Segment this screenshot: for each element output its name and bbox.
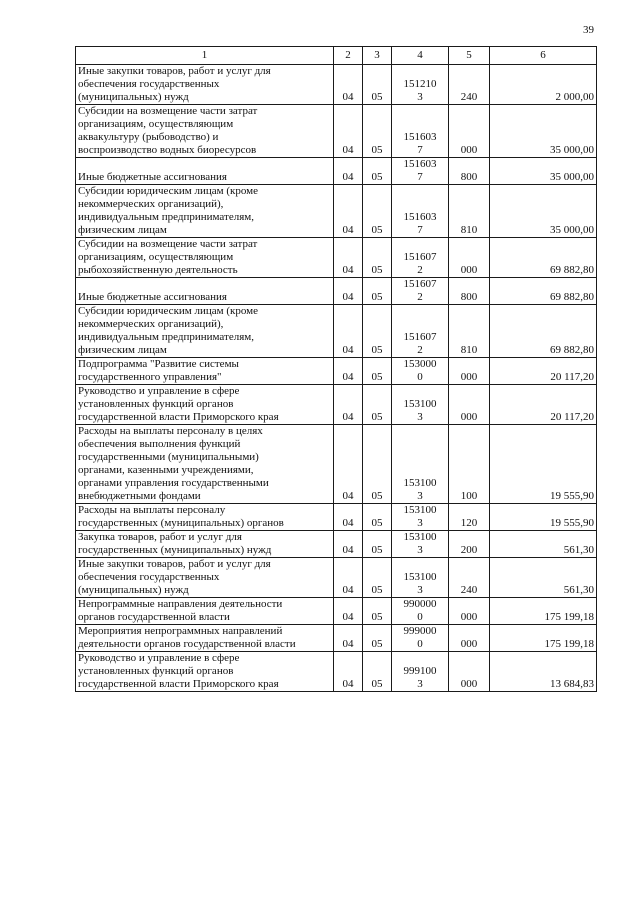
row-target-article xyxy=(392,598,449,625)
table-row xyxy=(76,598,597,625)
row-target-article-part: 151607 xyxy=(403,331,437,343)
row-target-article-part: 7 xyxy=(417,171,423,183)
row-name-line: деятельности органов государственной власти xyxy=(78,638,296,650)
row-target-article-part: 999000 xyxy=(403,625,437,637)
row-name-line: Субсидии юридическим лицам (кроме xyxy=(78,185,259,197)
row-name-line: установленных функций органов xyxy=(78,398,234,410)
row-subsection: 05 xyxy=(363,531,392,558)
row-target-article-part: 0 xyxy=(417,611,423,623)
row-name xyxy=(76,558,334,598)
row-section: 04 xyxy=(334,105,363,158)
row-expense-type: 800 xyxy=(449,278,490,305)
row-name xyxy=(76,105,334,158)
row-target-article-part: 3 xyxy=(417,411,423,423)
row-subsection: 05 xyxy=(363,105,392,158)
row-sum: 35 000,00 xyxy=(490,185,597,238)
budget-table xyxy=(75,46,597,692)
row-target-article xyxy=(392,105,449,158)
row-name xyxy=(76,158,334,185)
row-target-article-part: 153100 xyxy=(403,571,437,583)
row-section: 04 xyxy=(334,531,363,558)
row-sum: 35 000,00 xyxy=(490,105,597,158)
row-target-article xyxy=(392,65,449,105)
row-name xyxy=(76,238,334,278)
row-expense-type: 240 xyxy=(449,65,490,105)
row-target-article-part: 7 xyxy=(417,224,423,236)
row-name-line: Расходы на выплаты персоналу xyxy=(78,504,226,516)
row-target-article-part: 153000 xyxy=(403,358,437,370)
row-section: 04 xyxy=(334,652,363,692)
row-expense-type: 810 xyxy=(449,185,490,238)
table-header-row xyxy=(76,47,597,65)
row-name-line: рыбохозяйственную деятельность xyxy=(78,264,238,276)
header-subsection: 3 xyxy=(363,47,392,65)
row-subsection: 05 xyxy=(363,625,392,652)
row-name-line: государственной власти Приморского края xyxy=(78,678,279,690)
table-row xyxy=(76,65,597,105)
row-name-line: некоммерческих организаций), xyxy=(78,198,224,210)
row-target-article xyxy=(392,425,449,504)
page-number: 39 xyxy=(583,24,594,36)
row-sum: 561,30 xyxy=(490,558,597,598)
row-expense-type: 000 xyxy=(449,238,490,278)
row-section: 04 xyxy=(334,358,363,385)
row-subsection: 05 xyxy=(363,358,392,385)
row-subsection: 05 xyxy=(363,65,392,105)
row-target-article xyxy=(392,652,449,692)
row-name xyxy=(76,278,334,305)
row-section: 04 xyxy=(334,65,363,105)
row-sum: 20 117,20 xyxy=(490,385,597,425)
header-section: 2 xyxy=(334,47,363,65)
row-name-line: (муниципальных) нужд xyxy=(78,91,189,103)
table-row xyxy=(76,158,597,185)
row-name-line: Иные закупки товаров, работ и услуг для xyxy=(78,65,271,77)
row-section: 04 xyxy=(334,305,363,358)
row-section: 04 xyxy=(334,625,363,652)
table-row xyxy=(76,652,597,692)
row-expense-type: 000 xyxy=(449,652,490,692)
row-subsection: 05 xyxy=(363,558,392,598)
row-sum: 19 555,90 xyxy=(490,425,597,504)
row-name xyxy=(76,625,334,652)
row-name-line: Расходы на выплаты персоналу в целях xyxy=(78,425,263,437)
table-row xyxy=(76,385,597,425)
row-name xyxy=(76,305,334,358)
header-name: 1 xyxy=(76,47,334,65)
row-name-line: обеспечения государственных xyxy=(78,571,220,583)
row-target-article xyxy=(392,278,449,305)
row-expense-type: 100 xyxy=(449,425,490,504)
row-sum: 20 117,20 xyxy=(490,358,597,385)
row-expense-type: 000 xyxy=(449,358,490,385)
row-target-article-part: 2 xyxy=(417,264,423,276)
row-target-article-part: 151210 xyxy=(403,78,437,90)
row-target-article xyxy=(392,625,449,652)
table-row xyxy=(76,358,597,385)
row-target-article-part: 3 xyxy=(417,517,423,529)
row-name-line: аквакультуру (рыбоводство) и xyxy=(78,131,219,143)
row-target-article xyxy=(392,185,449,238)
row-name-line: Иные закупки товаров, работ и услуг для xyxy=(78,558,271,570)
row-target-article-part: 151603 xyxy=(403,131,437,143)
row-name-line: индивидуальным предпринимателям, xyxy=(78,211,254,223)
row-subsection: 05 xyxy=(363,598,392,625)
row-subsection: 05 xyxy=(363,305,392,358)
row-target-article xyxy=(392,158,449,185)
row-name-line: государственными (муниципальными) xyxy=(78,451,259,463)
row-name xyxy=(76,598,334,625)
row-subsection: 05 xyxy=(363,504,392,531)
row-target-article-part: 153100 xyxy=(403,504,437,516)
header-target-article: 4 xyxy=(392,47,449,65)
row-name-line: органами, казенными учреждениями, xyxy=(78,464,254,476)
row-target-article xyxy=(392,385,449,425)
row-target-article-part: 151607 xyxy=(403,278,437,290)
row-target-article xyxy=(392,558,449,598)
row-name-line: Иные бюджетные ассигнования xyxy=(78,291,227,303)
row-target-article-part: 0 xyxy=(417,371,423,383)
row-name xyxy=(76,65,334,105)
row-expense-type: 000 xyxy=(449,625,490,652)
row-name-line: физическим лицам xyxy=(78,224,167,236)
row-expense-type: 120 xyxy=(449,504,490,531)
table-row xyxy=(76,305,597,358)
row-name-line: государственных (муниципальных) органов xyxy=(78,517,284,529)
row-section: 04 xyxy=(334,238,363,278)
table-row xyxy=(76,278,597,305)
row-target-article-part: 3 xyxy=(417,490,423,502)
row-name-line: Непрограммные направления деятельности xyxy=(78,598,283,610)
row-name-line: обеспечения государственных xyxy=(78,78,220,90)
table-row xyxy=(76,558,597,598)
row-sum: 2 000,00 xyxy=(490,65,597,105)
row-name-line: Подпрограмма "Развитие системы xyxy=(78,358,239,370)
row-name-line: Субсидии юридическим лицам (кроме xyxy=(78,305,259,317)
row-subsection: 05 xyxy=(363,385,392,425)
row-name-line: Закупка товаров, работ и услуг для xyxy=(78,531,242,543)
row-target-article-part: 151603 xyxy=(403,158,437,170)
row-name-line: установленных функций органов xyxy=(78,665,234,677)
row-name-line: органами управления государственными xyxy=(78,477,269,489)
row-section: 04 xyxy=(334,385,363,425)
row-target-article-part: 153100 xyxy=(403,531,437,543)
row-name xyxy=(76,652,334,692)
row-name xyxy=(76,425,334,504)
row-subsection: 05 xyxy=(363,185,392,238)
table-row xyxy=(76,105,597,158)
row-section: 04 xyxy=(334,425,363,504)
row-sum: 175 199,18 xyxy=(490,598,597,625)
row-name-line: Субсидии на возмещение части затрат xyxy=(78,238,258,250)
row-name-line: Субсидии на возмещение части затрат xyxy=(78,105,258,117)
row-sum: 19 555,90 xyxy=(490,504,597,531)
row-target-article-part: 3 xyxy=(417,91,423,103)
row-name-line: государственной власти Приморского края xyxy=(78,411,279,423)
table-row xyxy=(76,625,597,652)
row-target-article-part: 2 xyxy=(417,344,423,356)
row-target-article-part: 7 xyxy=(417,144,423,156)
table-row xyxy=(76,531,597,558)
row-section: 04 xyxy=(334,185,363,238)
row-sum: 561,30 xyxy=(490,531,597,558)
row-expense-type: 810 xyxy=(449,305,490,358)
row-name xyxy=(76,504,334,531)
row-sum: 175 199,18 xyxy=(490,625,597,652)
row-name-line: обеспечения выполнения функций xyxy=(78,438,241,450)
row-section: 04 xyxy=(334,558,363,598)
row-target-article xyxy=(392,238,449,278)
row-sum: 69 882,80 xyxy=(490,305,597,358)
row-name-line: организациям, осуществляющим xyxy=(78,251,234,263)
row-section: 04 xyxy=(334,598,363,625)
row-target-article-part: 3 xyxy=(417,584,423,596)
row-section: 04 xyxy=(334,504,363,531)
row-subsection: 05 xyxy=(363,425,392,504)
row-target-article-part: 999100 xyxy=(403,665,437,677)
row-name-line: некоммерческих организаций), xyxy=(78,318,224,330)
row-name xyxy=(76,358,334,385)
row-target-article-part: 3 xyxy=(417,544,423,556)
row-target-article xyxy=(392,504,449,531)
row-target-article-part: 2 xyxy=(417,291,423,303)
table-row xyxy=(76,238,597,278)
row-name xyxy=(76,185,334,238)
row-name-line: организациям, осуществляющим xyxy=(78,118,234,130)
row-expense-type: 000 xyxy=(449,598,490,625)
header-expense-type: 5 xyxy=(449,47,490,65)
row-name xyxy=(76,385,334,425)
row-sum: 69 882,80 xyxy=(490,238,597,278)
table-row xyxy=(76,425,597,504)
row-expense-type: 200 xyxy=(449,531,490,558)
row-name-line: государственных (муниципальных) нужд xyxy=(78,544,272,556)
row-name-line: внебюджетными фондами xyxy=(78,490,201,502)
header-sum: 6 xyxy=(490,47,597,65)
row-name-line: Мероприятия непрограммных направлений xyxy=(78,625,283,637)
row-subsection: 05 xyxy=(363,278,392,305)
row-expense-type: 240 xyxy=(449,558,490,598)
row-target-article-part: 151607 xyxy=(403,251,437,263)
table-body xyxy=(76,65,597,692)
row-expense-type: 000 xyxy=(449,385,490,425)
row-subsection: 05 xyxy=(363,158,392,185)
row-subsection: 05 xyxy=(363,652,392,692)
row-section: 04 xyxy=(334,158,363,185)
row-name-line: индивидуальным предпринимателям, xyxy=(78,331,254,343)
table-row xyxy=(76,185,597,238)
row-target-article-part: 153100 xyxy=(403,477,437,489)
row-name-line: (муниципальных) нужд xyxy=(78,584,189,596)
row-target-article-part: 990000 xyxy=(403,598,437,610)
row-name-line: органов государственной власти xyxy=(78,611,230,623)
table-row xyxy=(76,504,597,531)
row-sum: 13 684,83 xyxy=(490,652,597,692)
row-target-article-part: 153100 xyxy=(403,398,437,410)
row-target-article-part: 0 xyxy=(417,638,423,650)
row-sum: 35 000,00 xyxy=(490,158,597,185)
row-sum: 69 882,80 xyxy=(490,278,597,305)
row-name-line: физическим лицам xyxy=(78,344,167,356)
row-target-article xyxy=(392,358,449,385)
row-target-article xyxy=(392,531,449,558)
row-name-line: государственного управления" xyxy=(78,371,222,383)
row-target-article-part: 3 xyxy=(417,678,423,690)
row-name xyxy=(76,531,334,558)
row-expense-type: 800 xyxy=(449,158,490,185)
row-section: 04 xyxy=(334,278,363,305)
row-target-article-part: 151603 xyxy=(403,211,437,223)
row-target-article xyxy=(392,305,449,358)
row-subsection: 05 xyxy=(363,238,392,278)
row-name-line: Руководство и управление в сфере xyxy=(78,385,240,397)
row-name-line: Руководство и управление в сфере xyxy=(78,652,240,664)
row-expense-type: 000 xyxy=(449,105,490,158)
row-name-line: воспроизводство водных биоресурсов xyxy=(78,144,257,156)
row-name-line: Иные бюджетные ассигнования xyxy=(78,171,227,183)
